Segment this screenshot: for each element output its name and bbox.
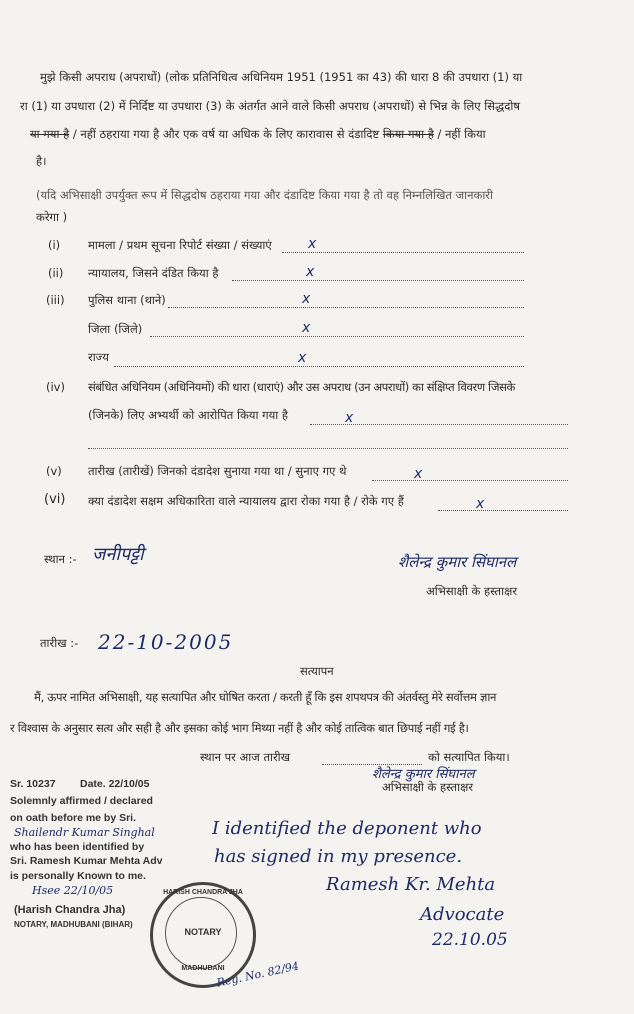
item-v-label: तारीख (तारीखें) जिनको दंडादेश सुनाया गया था / सुनाए गए थे [88, 464, 347, 478]
para1-line1: मुझे किसी अपराध (अपराधों) (लोक प्रतिनिधित्व अधिनियम 1951 (1951 का 43) की धारा 8 की उपधारा (1) या [40, 70, 523, 84]
item-ii-label: न्यायालय, जिसने दंडित किया है [88, 266, 219, 280]
item-iii-label: पुलिस थाना (थाने) [88, 293, 166, 307]
item-iii-district-blank [150, 336, 524, 337]
verification-line1: मैं, ऊपर नामित अभिसाक्षी, यह सत्यापित और घोषित करता / करती हूँ कि इस शपथपत्र की अंतर्वस्तु मेरे सर्वोत्तम ज्ञान [34, 690, 497, 704]
advocate-date: 22.10.05 [432, 930, 508, 950]
notary-initials: Hsee 22/10/05 [32, 884, 114, 897]
verification-line3-right: को सत्यापित किया। [428, 750, 510, 764]
seal-top-text: HARISH CHANDRA JHA [163, 889, 243, 896]
item-vi-label: क्या दंडादेश सक्षम अधिकारिता वाले न्यायालय द्वारा रोका गया है / रोके गए हैं [88, 494, 404, 508]
item-iii-state-mark: x [298, 350, 307, 366]
item-iv-line2: (जिनके) लिए अभ्यर्थी को आरोपित किया गया है [88, 408, 288, 422]
item-iv-mark: x [345, 410, 354, 426]
item-i-blank [282, 252, 524, 253]
item-iii-district: जिला (जिले) [88, 322, 143, 336]
notary-line1: Solemnly affirmed / declared [10, 795, 153, 807]
item-iv-line1: संबंधित अधिनियम (अधिनियमों) की धारा (धाराएं) और उस अपराध (उन अपराधों) का संक्षिप्त विवरण जिसके [88, 380, 515, 394]
item-i-label: मामला / प्रथम सूचना रिपोर्ट संख्या / संख्याएं [88, 238, 272, 252]
item-ii-number: (ii) [48, 266, 64, 280]
seal-reg-number: Reg. No. 82/94 [215, 959, 301, 990]
para1-line4: है। [36, 154, 47, 168]
item-iii-mark: x [302, 291, 311, 307]
item-i-number: (i) [48, 238, 61, 252]
para1-line3-text: / नहीं ठहराया गया है और एक वर्ष या अधिक के लिए कारावास से दंडादिष्ट [72, 127, 380, 141]
item-v-mark: x [414, 466, 423, 482]
date-label: तारीख :- [40, 636, 79, 650]
item-vi-blank [438, 510, 568, 511]
para1-line2: रा (1) या उपधारा (2) में निर्दिष्ट या उपधारा (3) के अंतर्गत आने वाले किसी अपराध (अपराधों) से भिन्न के लिए सिद्धदोष [20, 99, 520, 113]
seal-bottom-text: MADHUBANI [181, 965, 225, 972]
para1-line3-end: / नहीं किया [437, 127, 486, 141]
notary-line2: on oath before me by Sri. [10, 812, 137, 824]
item-v-number: (v) [46, 464, 62, 478]
advocate-name: Ramesh Kr. Mehta [326, 874, 496, 895]
item-ii-blank [232, 280, 524, 281]
item-iv-blank-2 [88, 448, 568, 449]
notary-date: Date. 22/10/05 [80, 778, 150, 790]
advocate-identification-line2: has signed in my presence. [214, 846, 463, 867]
notary-line4: Sri. Ramesh Kumar Mehta Adv [10, 855, 163, 867]
notary-serial: Sr. 10237 [10, 778, 56, 790]
item-iii-state-blank [114, 366, 524, 367]
notary-line3: who has been identified by [10, 841, 145, 853]
item-iii-number: (iii) [46, 293, 65, 307]
item-vi-mark: x [476, 496, 485, 512]
struck-text-2: किया गया है [382, 127, 434, 141]
place-label: स्थान :- [44, 552, 77, 566]
verification-line2: र विश्वास के अनुसार सत्य और सही है और इसका कोई भाग मिथ्या नहीं है और कोई तात्विक बात छिपाई नहीं गई है। [10, 721, 469, 735]
item-vi-number: (vi) [44, 492, 66, 507]
item-iii-blank [168, 307, 524, 308]
item-ii-mark: x [306, 264, 315, 280]
notary-name: (Harish Chandra Jha) [14, 904, 126, 916]
notary-deponent-name: Shailendr Kumar Singhal [14, 826, 155, 839]
item-iii-district-mark: x [302, 320, 311, 336]
item-i-mark: x [308, 236, 317, 252]
notary-title: NOTARY, MADHUBANI (BIHAR) [14, 920, 133, 929]
deponent-signature: शैलेन्द्र कुमार सिंघानल [398, 553, 517, 571]
struck-text: या गया है [30, 127, 70, 141]
verification-signature-caption: अभिसाक्षी के हस्ताक्षर [382, 780, 474, 794]
deponent-signature-caption: अभिसाक्षी के हस्ताक्षर [426, 584, 518, 598]
para2-line2: करेगा ) [36, 210, 68, 224]
place-value: जनीपट्टी [92, 544, 144, 565]
verification-title: सत्यापन [300, 664, 334, 678]
advocate-title: Advocate [420, 904, 505, 925]
item-iv-number: (iv) [46, 380, 65, 394]
verification-signature: शैलेन्द्र कुमार सिंघानल [372, 767, 475, 782]
para2-line1: (यदि अभिसाक्षी उपर्युक्त रूप में सिद्धदोष ठहराया गया और दंडादिष्ट किया गया है तो वह निम्नलिखित जानकारी [36, 188, 493, 202]
seal-mid-text: NOTARY [184, 927, 222, 937]
para1-line3 [30, 127, 486, 142]
advocate-identification-line1: I identified the deponent who [212, 818, 482, 839]
item-iii-state: राज्य [88, 350, 109, 364]
item-v-blank [372, 480, 568, 481]
verification-line3-left: स्थान पर आज तारीख [200, 750, 291, 764]
notary-line5: is personally Known to me. [10, 870, 146, 882]
date-value: 22-10-2005 [98, 630, 234, 654]
